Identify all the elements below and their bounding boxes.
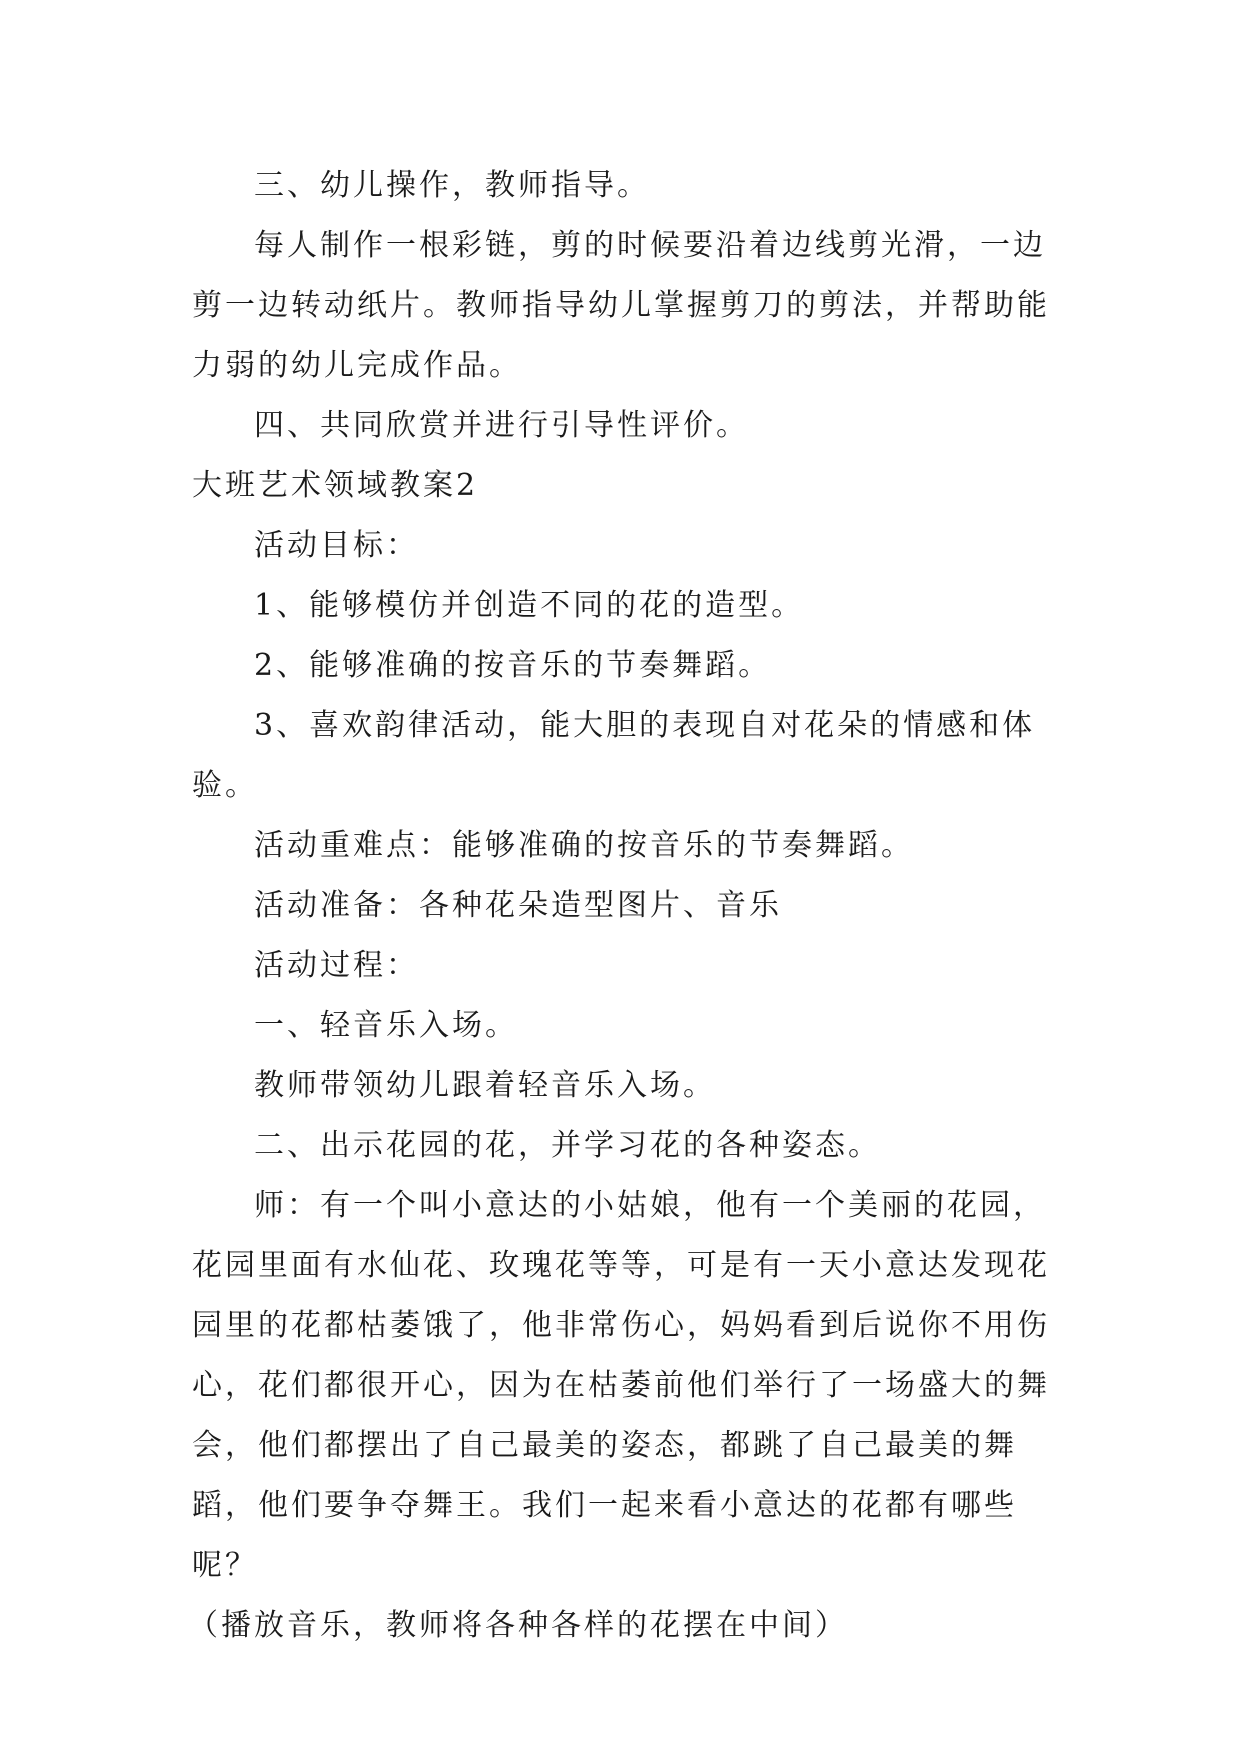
paragraph-step-three: 三、幼儿操作，教师指导。 bbox=[254, 168, 650, 203]
paragraph-goal-2: 2、能够准确的按音乐的节奏舞蹈。 bbox=[254, 648, 772, 683]
paragraph-goal-1: 1、能够模仿并创造不同的花的造型。 bbox=[254, 588, 805, 623]
paragraph-step-four: 四、共同欣赏并进行引导性评价。 bbox=[254, 408, 749, 443]
paragraph-preparation: 活动准备：各种花朵造型图片、音乐 bbox=[254, 888, 782, 923]
paragraph-goal-3: 3、喜欢韵律活动，能大胆的表现自对花朵的情感和体验。 bbox=[192, 708, 1036, 803]
paragraph-process-step-2: 二、出示花园的花，并学习花的各种姿态。 bbox=[254, 1128, 881, 1163]
paragraph-process-step-1-detail: 教师带领幼儿跟着轻音乐入场。 bbox=[254, 1068, 716, 1103]
paragraph-teacher-story: 师：有一个叫小意达的小姑娘，他有一个美丽的花园，花园里面有水仙花、玫瑰花等等，可是有一天小意达发现花园里的花都枯萎饿了，他非常伤心，妈妈看到后说你不用伤心，花们都很开心，因为在枯萎前他们举行了一场盛大的舞会，他们都摆出了自己最美的姿态，都跳了自己最美的舞蹈，他们要争夺舞王。我们一起来看小意达的花都有哪些呢？ bbox=[192, 1188, 1050, 1583]
document-body bbox=[188, 156, 1052, 1656]
paragraph-key-points: 活动重难点：能够准确的按音乐的节奏舞蹈。 bbox=[254, 828, 914, 863]
paragraph-stage-note: （播放音乐，教师将各种各样的花摆在中间） bbox=[188, 1608, 848, 1643]
paragraph-process-step-1: 一、轻音乐入场。 bbox=[254, 1008, 518, 1043]
section-heading: 大班艺术领域教案2 bbox=[192, 468, 479, 503]
paragraph-step-three-detail: 每人制作一根彩链，剪的时候要沿着边线剪光滑，一边剪一边转动纸片。教师指导幼儿掌握剪刀的剪法，并帮助能力弱的幼儿完成作品。 bbox=[192, 228, 1050, 383]
paragraph-process-heading: 活动过程： bbox=[254, 948, 419, 983]
paragraph-goals-heading: 活动目标： bbox=[254, 528, 419, 563]
